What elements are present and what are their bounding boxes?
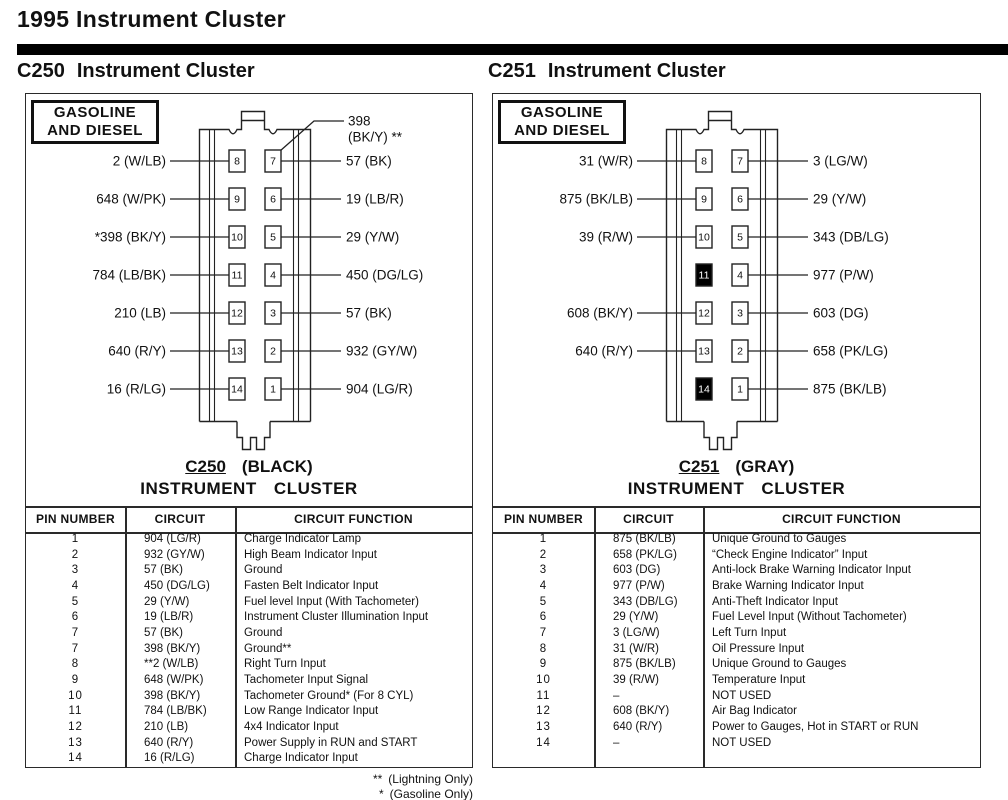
circuit-cell: 603 (DG) — [613, 564, 661, 577]
col-header-pin-number: PIN NUMBER — [35, 511, 115, 526]
footnote-lightning — [173, 772, 473, 787]
pin-number: 6 — [270, 193, 276, 206]
function-cell: Power to Gauges, Hot in START or RUN — [712, 720, 919, 733]
circuit-cell: 648 (W/PK) — [144, 673, 204, 686]
circuit-cell: 398 (BK/Y) — [144, 642, 201, 655]
panel-c251 — [492, 93, 981, 768]
pin-cell: 10 — [536, 673, 551, 686]
pin-row — [567, 302, 869, 324]
col-header-circuit: CIRCUIT — [154, 511, 206, 526]
fuel-type-box-c250 — [31, 100, 159, 144]
connector-body — [200, 112, 311, 450]
pin-number: 2 — [270, 345, 276, 358]
circuit-cell: – — [613, 689, 620, 702]
function-cell: Temperature Input — [712, 673, 806, 686]
wire-label-right: 19 (LB/R) — [346, 191, 404, 207]
circuit-cell: 904 (LG/R) — [144, 533, 201, 545]
pin-row — [696, 378, 887, 400]
function-cell: Anti-lock Brake Warning Indicator Input — [712, 564, 911, 577]
pin-number: 7 — [270, 155, 276, 168]
function-cell: High Beam Indicator Input — [244, 548, 377, 561]
pin-cell: 10 — [68, 689, 83, 702]
connector-caption-line2: INSTRUMENT CLUSTER — [140, 479, 358, 498]
section-title-c251 — [488, 60, 726, 83]
callout-line1: 398 — [348, 113, 371, 129]
function-cell: Power Supply in RUN and START — [244, 736, 418, 749]
connector-color: (GRAY) — [735, 457, 795, 476]
panel-c250 — [25, 93, 473, 768]
fuel-line2: AND DIESEL — [514, 122, 610, 139]
footnote-text: (Gasoline Only) — [389, 787, 473, 800]
pin-row — [559, 188, 866, 210]
circuit-cell: 343 (DB/LG) — [613, 595, 678, 608]
pin-table-c251 — [493, 507, 980, 767]
wire-label-left: 784 (LB/BK) — [92, 267, 166, 283]
pin-number: 3 — [737, 307, 743, 320]
pin-cell: 6 — [71, 611, 80, 624]
pin-row — [114, 302, 392, 324]
circuit-cell: 31 (W/R) — [613, 642, 659, 655]
wire-label-right: 57 (BK) — [346, 305, 392, 321]
pin-cell: 7 — [71, 626, 80, 639]
section-text-c251: Instrument Cluster — [547, 60, 726, 82]
connector-caption-line2: INSTRUMENT CLUSTER — [627, 479, 846, 498]
circuit-cell: 3 (LG/W) — [613, 626, 660, 639]
pin-number: 9 — [701, 193, 707, 206]
pin-number: 8 — [234, 155, 240, 168]
wire-label-left: 31 (W/R) — [579, 153, 633, 169]
connector-color: (BLACK) — [241, 457, 313, 476]
function-cell: Charge Indicator Lamp — [244, 533, 361, 545]
pin-cell: 14 — [68, 752, 83, 765]
section-text-c250: Instrument Cluster — [76, 60, 255, 82]
pin-cell: 8 — [71, 658, 80, 671]
pin-cell: 11 — [536, 689, 551, 702]
wire-label-right: 29 (Y/W) — [346, 229, 400, 245]
pin-number: 14 — [231, 383, 243, 396]
pin-number: 11 — [231, 269, 243, 282]
connector-caption-c250 — [26, 457, 472, 477]
pin-number: 5 — [270, 231, 276, 244]
wire-label-left: 16 (R/LG) — [106, 381, 166, 397]
wire-label-left: 39 (R/W) — [579, 229, 633, 245]
pin-cell: 9 — [539, 658, 548, 671]
wire-label-right: 904 (LG/R) — [346, 381, 413, 397]
function-cell: Anti-Theft Indicator Input — [712, 595, 838, 608]
wire-label-right: 343 (DB/LG) — [813, 229, 889, 245]
pin-cell: 9 — [71, 673, 80, 686]
pin-cell: 2 — [539, 548, 548, 561]
wire-label-right: 603 (DG) — [813, 305, 869, 321]
circuit-cell: 210 (LB) — [144, 720, 189, 733]
circuit-cell: 875 (BK/LB) — [613, 658, 676, 671]
function-cell: Ground** — [244, 642, 292, 655]
pin-number: 4 — [270, 269, 276, 282]
pin-cell: 4 — [71, 579, 80, 592]
function-cell: NOT USED — [712, 689, 772, 702]
pin-row — [96, 188, 404, 210]
function-cell: Oil Pressure Input — [712, 642, 805, 655]
connector-bottom-tab — [237, 422, 270, 450]
title-divider-bar — [17, 44, 1008, 55]
pin-cell: 6 — [539, 611, 548, 624]
circuit-cell: 658 (PK/LG) — [613, 548, 677, 561]
fuel-line1: GASOLINE — [520, 104, 604, 121]
footnote-mark: ** — [372, 772, 383, 786]
pin-cell: 11 — [68, 705, 83, 718]
callout-line2: (BK/Y) ** — [348, 129, 403, 145]
fuel-type-box-c251 — [498, 100, 626, 144]
pin-number: 12 — [231, 307, 243, 320]
function-cell: Ground — [244, 564, 283, 577]
wire-label-right: 932 (GY/W) — [346, 343, 418, 359]
wire-label-left: 648 (W/PK) — [96, 191, 166, 207]
pin-number: 14 — [698, 383, 710, 396]
circuit-cell: 398 (BK/Y) — [144, 689, 201, 702]
circuit-cell: 450 (DG/LG) — [144, 579, 210, 592]
pin-cell: 7 — [71, 642, 80, 655]
pin-row — [696, 264, 874, 286]
footnotes — [173, 772, 473, 800]
circuit-cell: 57 (BK) — [144, 626, 183, 639]
wire-label-left: *398 (BK/Y) — [94, 229, 166, 245]
function-cell: Fuel level Input (With Tachometer) — [244, 595, 419, 608]
pin-number: 13 — [698, 345, 710, 358]
pin-cell: 13 — [536, 720, 551, 733]
circuit-cell: 16 (R/LG) — [144, 752, 195, 765]
connector-diagram-c250 — [26, 94, 474, 456]
col-header-circuit: CIRCUIT — [623, 511, 674, 526]
circuit-cell: 29 (Y/W) — [613, 611, 659, 624]
function-cell: 4x4 Indicator Input — [244, 720, 339, 733]
circuit-cell: 640 (R/Y) — [144, 736, 194, 749]
function-cell: Instrument Cluster Illumination Input — [244, 611, 429, 624]
col-header-circuit-function: CIRCUIT FUNCTION — [782, 511, 901, 526]
pin-cell: 7 — [539, 626, 548, 639]
function-cell: Brake Warning Indicator Input — [712, 579, 864, 592]
col-header-circuit-function: CIRCUIT FUNCTION — [294, 511, 413, 526]
wire-label-right: 658 (PK/LG) — [813, 343, 889, 359]
footnote-mark: * — [378, 787, 384, 800]
pin-row — [579, 226, 889, 248]
circuit-cell: 784 (LB/BK) — [144, 705, 207, 718]
function-cell: Ground — [244, 626, 283, 639]
pin-number: 4 — [737, 269, 743, 282]
function-cell: “Check Engine Indicator” Input — [712, 548, 868, 561]
wire-label-right: 977 (P/W) — [813, 267, 874, 283]
pin-number: 11 — [698, 269, 710, 282]
pin-cell: 5 — [539, 595, 548, 608]
circuit-cell: 977 (P/W) — [613, 579, 665, 592]
circuit-cell: 608 (BK/Y) — [613, 705, 670, 718]
circuit-cell: 57 (BK) — [144, 564, 183, 577]
pin-number: 10 — [698, 231, 710, 244]
function-cell: Fuel Level Input (Without Tachometer) — [712, 611, 907, 624]
pin-number: 8 — [701, 155, 707, 168]
pin-cell: 4 — [539, 579, 548, 592]
pin-number: 7 — [737, 155, 743, 168]
wire-label-right: 450 (DG/LG) — [346, 267, 424, 283]
section-title-c250 — [17, 60, 255, 83]
function-cell: Fasten Belt Indicator Input — [244, 579, 379, 592]
pin-cell: 13 — [68, 736, 83, 749]
page-title: 1995 Instrument Cluster — [17, 6, 286, 32]
pin-row — [95, 226, 400, 248]
function-cell: NOT USED — [712, 736, 772, 749]
function-cell: Low Range Indicator Input — [244, 705, 379, 718]
wire-label-right: 875 (BK/LB) — [813, 381, 887, 397]
circuit-cell: 640 (R/Y) — [613, 720, 663, 733]
wire-label-right: 57 (BK) — [346, 153, 392, 169]
function-cell: Left Turn Input — [712, 626, 787, 639]
pin-number: 12 — [698, 307, 710, 320]
pin-number: 2 — [737, 345, 743, 358]
wire-label-left: 210 (LB) — [114, 305, 166, 321]
pin-row — [113, 150, 392, 172]
function-cell: Right Turn Input — [244, 658, 326, 671]
circuit-cell: **2 (W/LB) — [144, 658, 199, 671]
wire-label-left: 608 (BK/Y) — [566, 305, 633, 321]
fuel-line1: GASOLINE — [53, 104, 137, 121]
circuit-cell: 19 (LB/R) — [144, 611, 194, 624]
pin-row — [579, 150, 868, 172]
footnote-text: (Lightning Only) — [388, 772, 473, 786]
wire-label-left: 640 (R/Y) — [575, 343, 633, 359]
circuit-cell: 932 (GY/W) — [144, 548, 205, 561]
pin-cell: 5 — [71, 595, 80, 608]
function-cell: Unique Ground to Gauges — [712, 658, 847, 671]
connector-caption-c251 — [493, 457, 980, 477]
pin-number: 6 — [737, 193, 743, 206]
function-cell: Unique Ground to Gauges — [712, 533, 847, 545]
pin-number: 1 — [270, 383, 276, 396]
connector-code: C251 — [678, 457, 720, 476]
col-header-pin-number: PIN NUMBER — [503, 511, 583, 526]
wire-label-left: 640 (R/Y) — [108, 343, 166, 359]
pin-cell: 12 — [536, 705, 551, 718]
wire-label-left: 2 (W/LB) — [112, 153, 166, 169]
connector-diagram-c251 — [493, 94, 941, 456]
function-cell: Tachometer Input Signal — [244, 673, 369, 686]
section-code-c251: C251 — [488, 60, 536, 82]
function-cell: Tachometer Ground* (For 8 CYL) — [244, 689, 414, 702]
pin-number: 3 — [270, 307, 276, 320]
fuel-line2: AND DIESEL — [47, 122, 143, 139]
pin-cell: 3 — [71, 564, 80, 577]
pin-cell: 14 — [536, 736, 551, 749]
pin-number: 10 — [231, 231, 243, 244]
pin-number: 13 — [231, 345, 243, 358]
pin-cell: 8 — [539, 642, 548, 655]
wire-label-left: 875 (BK/LB) — [559, 191, 633, 207]
circuit-cell: 29 (Y/W) — [144, 595, 190, 608]
pin-number: 9 — [234, 193, 240, 206]
pin-cell: 3 — [539, 564, 548, 577]
wire-label-right: 3 (LG/W) — [813, 153, 868, 169]
pin-row — [107, 378, 413, 400]
circuit-cell: 875 (BK/LB) — [613, 533, 676, 545]
connector-bottom-tab — [704, 422, 737, 450]
pin-cell: 1 — [71, 533, 80, 545]
pin-cell: 12 — [68, 720, 83, 733]
circuit-cell: 39 (R/W) — [613, 673, 659, 686]
pin-number: 1 — [737, 383, 743, 396]
connector-code: C250 — [185, 457, 226, 476]
function-cell: Charge Indicator Input — [244, 752, 358, 765]
pin-table-c250 — [26, 507, 472, 767]
pin-number: 5 — [737, 231, 743, 244]
pin-cell: 1 — [539, 533, 548, 545]
pin-cell: 2 — [71, 548, 80, 561]
pin-row — [575, 340, 888, 362]
footnote-gasoline — [173, 787, 473, 800]
function-cell: Air Bag Indicator — [712, 705, 798, 718]
pin-row — [108, 340, 417, 362]
connector-body — [667, 112, 778, 450]
pin-row — [92, 264, 423, 286]
section-code-c250: C250 — [17, 60, 65, 82]
wire-label-right: 29 (Y/W) — [813, 191, 867, 207]
circuit-cell: – — [613, 736, 620, 749]
